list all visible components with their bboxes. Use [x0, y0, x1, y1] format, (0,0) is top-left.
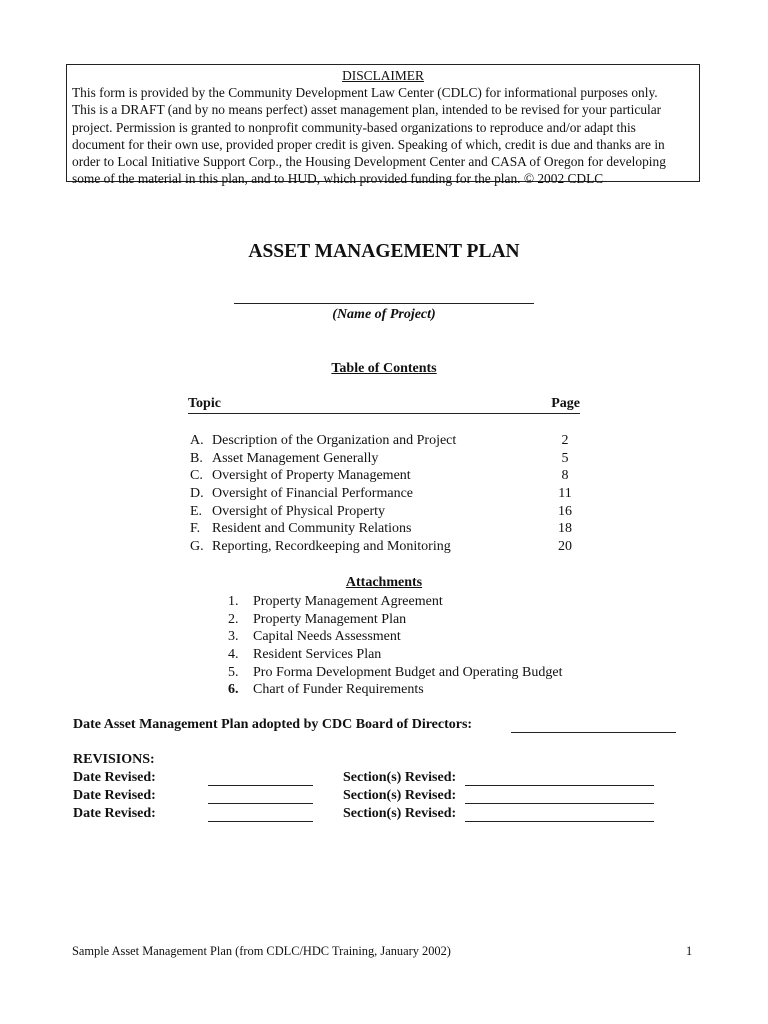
project-name-blank-line — [234, 303, 534, 304]
disclaimer-line: project. Permission is granted to nonprofit community-based organizations to reproduce and/or adapt this — [72, 119, 636, 135]
attachment-item — [228, 646, 628, 664]
date-revised-blank-line — [208, 785, 313, 786]
toc-item — [190, 467, 590, 485]
disclaimer-line: document for their own use, provided proper credit is given. Speaking of which, credit is due and thanks are in — [72, 136, 665, 152]
attachment-number: 6. — [228, 682, 239, 698]
toc-item-letter: B. — [190, 450, 203, 466]
sections-revised-blank-line — [465, 785, 654, 786]
toc-item-topic: Reporting, Recordkeeping and Monitoring — [212, 539, 451, 555]
date-revised-blank-line — [208, 803, 313, 804]
attachment-item — [228, 593, 628, 611]
toc-title: Table of Contents — [331, 361, 437, 376]
toc-item-letter: G. — [190, 539, 204, 555]
sections-revised-blank-line — [465, 821, 654, 822]
sections-revised-label: Section(s) Revised: — [343, 806, 457, 821]
page-footer: Sample Asset Management Plan (from CDLC/HDC Training, January 2002) — [72, 944, 451, 958]
toc-item — [190, 485, 590, 503]
toc-item-topic: Description of the Organization and Project — [212, 433, 457, 448]
toc-item — [190, 503, 590, 521]
date-revised-label: Date Revised: — [73, 806, 156, 821]
attachments-title: Attachments — [345, 575, 423, 590]
adopted-date-blank-line — [511, 732, 676, 733]
toc-item — [190, 450, 590, 468]
attachment-number: 4. — [228, 647, 239, 663]
disclaimer-line: order to Local Initiative Support Corp., the Housing Development Center and CASA of Oregon for developing — [72, 154, 666, 170]
attachment-number: 2. — [228, 611, 239, 627]
toc-page-header: Page — [551, 396, 580, 411]
toc-item-topic: Asset Management Generally — [212, 450, 379, 466]
toc-item-page: 16 — [558, 503, 572, 519]
toc-topic-header: Topic — [188, 396, 221, 411]
revision-row — [73, 788, 673, 806]
toc-item-letter: D. — [190, 486, 204, 502]
page-number: 1 — [686, 944, 693, 958]
attachment-text: Property Management Plan — [253, 611, 407, 627]
revision-row — [73, 806, 673, 824]
date-revised-label: Date Revised: — [73, 770, 156, 785]
disclaimer-title: DISCLAIMER — [342, 68, 424, 83]
toc-item-page: 18 — [558, 521, 572, 537]
toc-item-topic: Oversight of Physical Property — [212, 503, 386, 519]
attachment-text: Capital Needs Assessment — [253, 629, 401, 645]
document-title: ASSET MANAGEMENT PLAN — [248, 241, 520, 262]
attachment-text: Pro Forma Development Budget and Operating Budget — [253, 664, 563, 680]
attachment-number: 1. — [228, 594, 239, 609]
toc-list — [190, 432, 590, 556]
toc-item-letter: F. — [190, 521, 201, 537]
sections-revised-blank-line — [465, 803, 654, 804]
toc-item-page: 11 — [558, 486, 572, 502]
toc-item — [190, 520, 590, 538]
attachment-text: Chart of Funder Requirements — [253, 682, 424, 698]
attachment-item — [228, 664, 628, 682]
toc-item — [190, 432, 590, 450]
date-revised-label: Date Revised: — [73, 788, 156, 803]
toc-item-letter: E. — [190, 503, 203, 519]
attachments-list — [228, 593, 628, 699]
adopted-date-label: Date Asset Management Plan adopted by CDC Board of Directors: — [73, 717, 473, 732]
sections-revised-label: Section(s) Revised: — [343, 788, 457, 803]
attachment-item — [228, 681, 628, 699]
revision-row — [73, 770, 673, 788]
attachment-item — [228, 611, 628, 629]
attachment-text: Property Management Agreement — [253, 594, 443, 609]
toc-item-page: 2 — [561, 433, 569, 448]
toc-item-page: 8 — [561, 468, 569, 484]
toc-item-topic: Resident and Community Relations — [212, 521, 412, 537]
toc-item-letter: C. — [190, 468, 203, 484]
attachment-item — [228, 628, 628, 646]
disclaimer-line: This is a DRAFT (and by no means perfect) asset management plan, intended to be revised for your particular — [72, 102, 662, 118]
toc-item-page: 5 — [561, 450, 569, 466]
attachment-text: Resident Services Plan — [253, 647, 382, 663]
attachment-number: 3. — [228, 629, 239, 645]
toc-item-letter: A. — [190, 433, 204, 448]
toc-item — [190, 538, 590, 556]
toc-header — [188, 396, 580, 414]
attachment-number: 5. — [228, 664, 239, 680]
toc-item-page: 20 — [558, 539, 572, 555]
project-name-label: (Name of Project) — [332, 307, 436, 322]
revisions-title: REVISIONS: — [73, 752, 155, 767]
toc-item-topic: Oversight of Property Management — [212, 468, 411, 484]
sections-revised-label: Section(s) Revised: — [343, 770, 457, 785]
toc-item-topic: Oversight of Financial Performance — [212, 486, 413, 502]
disclaimer-box — [66, 64, 700, 187]
date-revised-blank-line — [208, 821, 313, 822]
disclaimer-line: This form is provided by the Community Development Law Center (CDLC) for informational purposes only. — [72, 85, 658, 101]
disclaimer-line: some of the material in this plan, and to HUD, which provided funding for the plan. © 2002 CDLC — [72, 171, 604, 187]
